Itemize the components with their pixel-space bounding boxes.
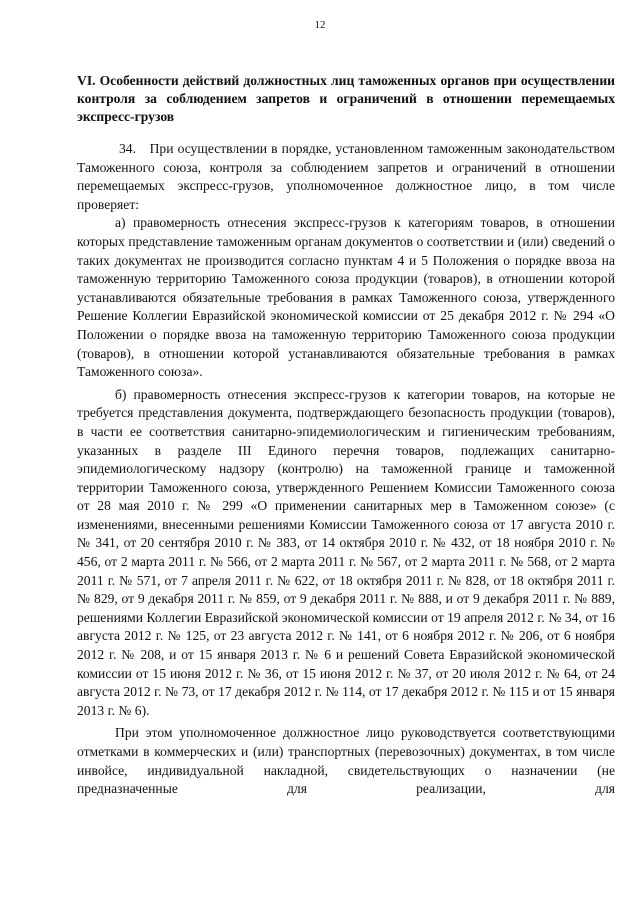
section-heading: VI. Особенности действий должностных лиц таможенных органов при осуществлении контроля за соблюдением запретов и ограничений в отношении перемещаемых экспресс-грузов [77, 73, 615, 124]
paragraph-34-note: При этом уполномоченное должностное лицо руководствуется соответствующими отметками в коммерческих и (или) транспортных (перевозочных) документах, в том числе инвойсе, индивидуальной накладной, свидетельствующих о назначении (не предназначенные для реализации, для [77, 725, 615, 797]
page-number: 12 [314, 19, 326, 31]
paragraph-34-item-b: б) правомерность отнесения экспресс-грузов к категории товаров, на которые не требуется представления документа, подтверждающего безопасность продукции (товаров), в части ее соответствия санитарно-эпидемиологическим и гигиеническим требованиям, указанных в разделе III Единого перечня товаров, подлежащих санитарно-эпидемиологическому надзору (контролю) на таможенной границе и таможенной территории Таможенного союза, утвержденного Решением Комиссии Таможенного союза от 28 мая 2010 г. № 299 «О применении санитарных мер в Таможенном союзе» (с изменениями, внесенными решениями Комиссии Таможенного союза от 17 августа 2010 г. № 341, от 20 сентября 2010 г. № 383, от 14 октября 2010 г. № 432, от 18 ноября 2010 г. № 456, от 2 марта 2011 г. № 566, от 2 марта 2011 г. № 567, от 2 марта 2011 г. № 568, от 2 марта 2011 г. № 571, от 7 апреля 2011 г. № 622, от 18 октября 2011 г. № 828, от 18 октября 2011 г. № 829, от 9 декабря 2011 г. № 859, от 9 декабря 2011 г. № 888, и от 9 декабря 2011 г. № 889, решениями Коллегии Евразийской экономической комиссии от 19 апреля 2012 г. № 34, от 16 августа 2012 г. № 125, от 23 августа 2012 г. № 141, от 6 ноября 2012 г. № 206, от 6 ноября 2012 г. № 208, и от 15 января 2013 г. № 6 и решений Совета Евразийской экономической комиссии от 15 июня 2012 г. № 36, от 15 июня 2012 г. № 37, от 20 июля 2012 г. № 64, от 24 августа 2012 г. № 73, от 17 декабря 2012 г. № 114, от 17 декабря 2012 г. № 115 и от 15 января 2013 г. № 6). [77, 386, 615, 718]
document-body [77, 140, 615, 799]
paragraph-34-intro: 34. При осуществлении в порядке, установленном таможенным законодательством Таможенного союза, контроля за соблюдением запретов и ограничений в отношении перемещаемых экспресс-грузов, уполномоченное должностное лицо, в том числе проверяет: [77, 141, 615, 212]
paragraph-34-item-a: а) правомерность отнесения экспресс-грузов к категориям товаров, в отношении которых представление таможенным органам документов о соответствии и (или) сведений о таких документах не производится согласно пунктам 4 и 5 Положения о порядке ввоза на таможенную территорию Таможенного союза продукции (товаров), в отношении которой устанавливаются обязательные требования в рамках Таможенного союза, утвержденного Решение Коллегии Евразийской экономической комиссии от 25 декабря 2012 г. № 294 «О Положении о порядке ввоза на таможенную территорию Таможенного союза продукции (товаров), в отношении которой устанавливаются обязательные требования в рамках Таможенного союза». [77, 215, 615, 380]
